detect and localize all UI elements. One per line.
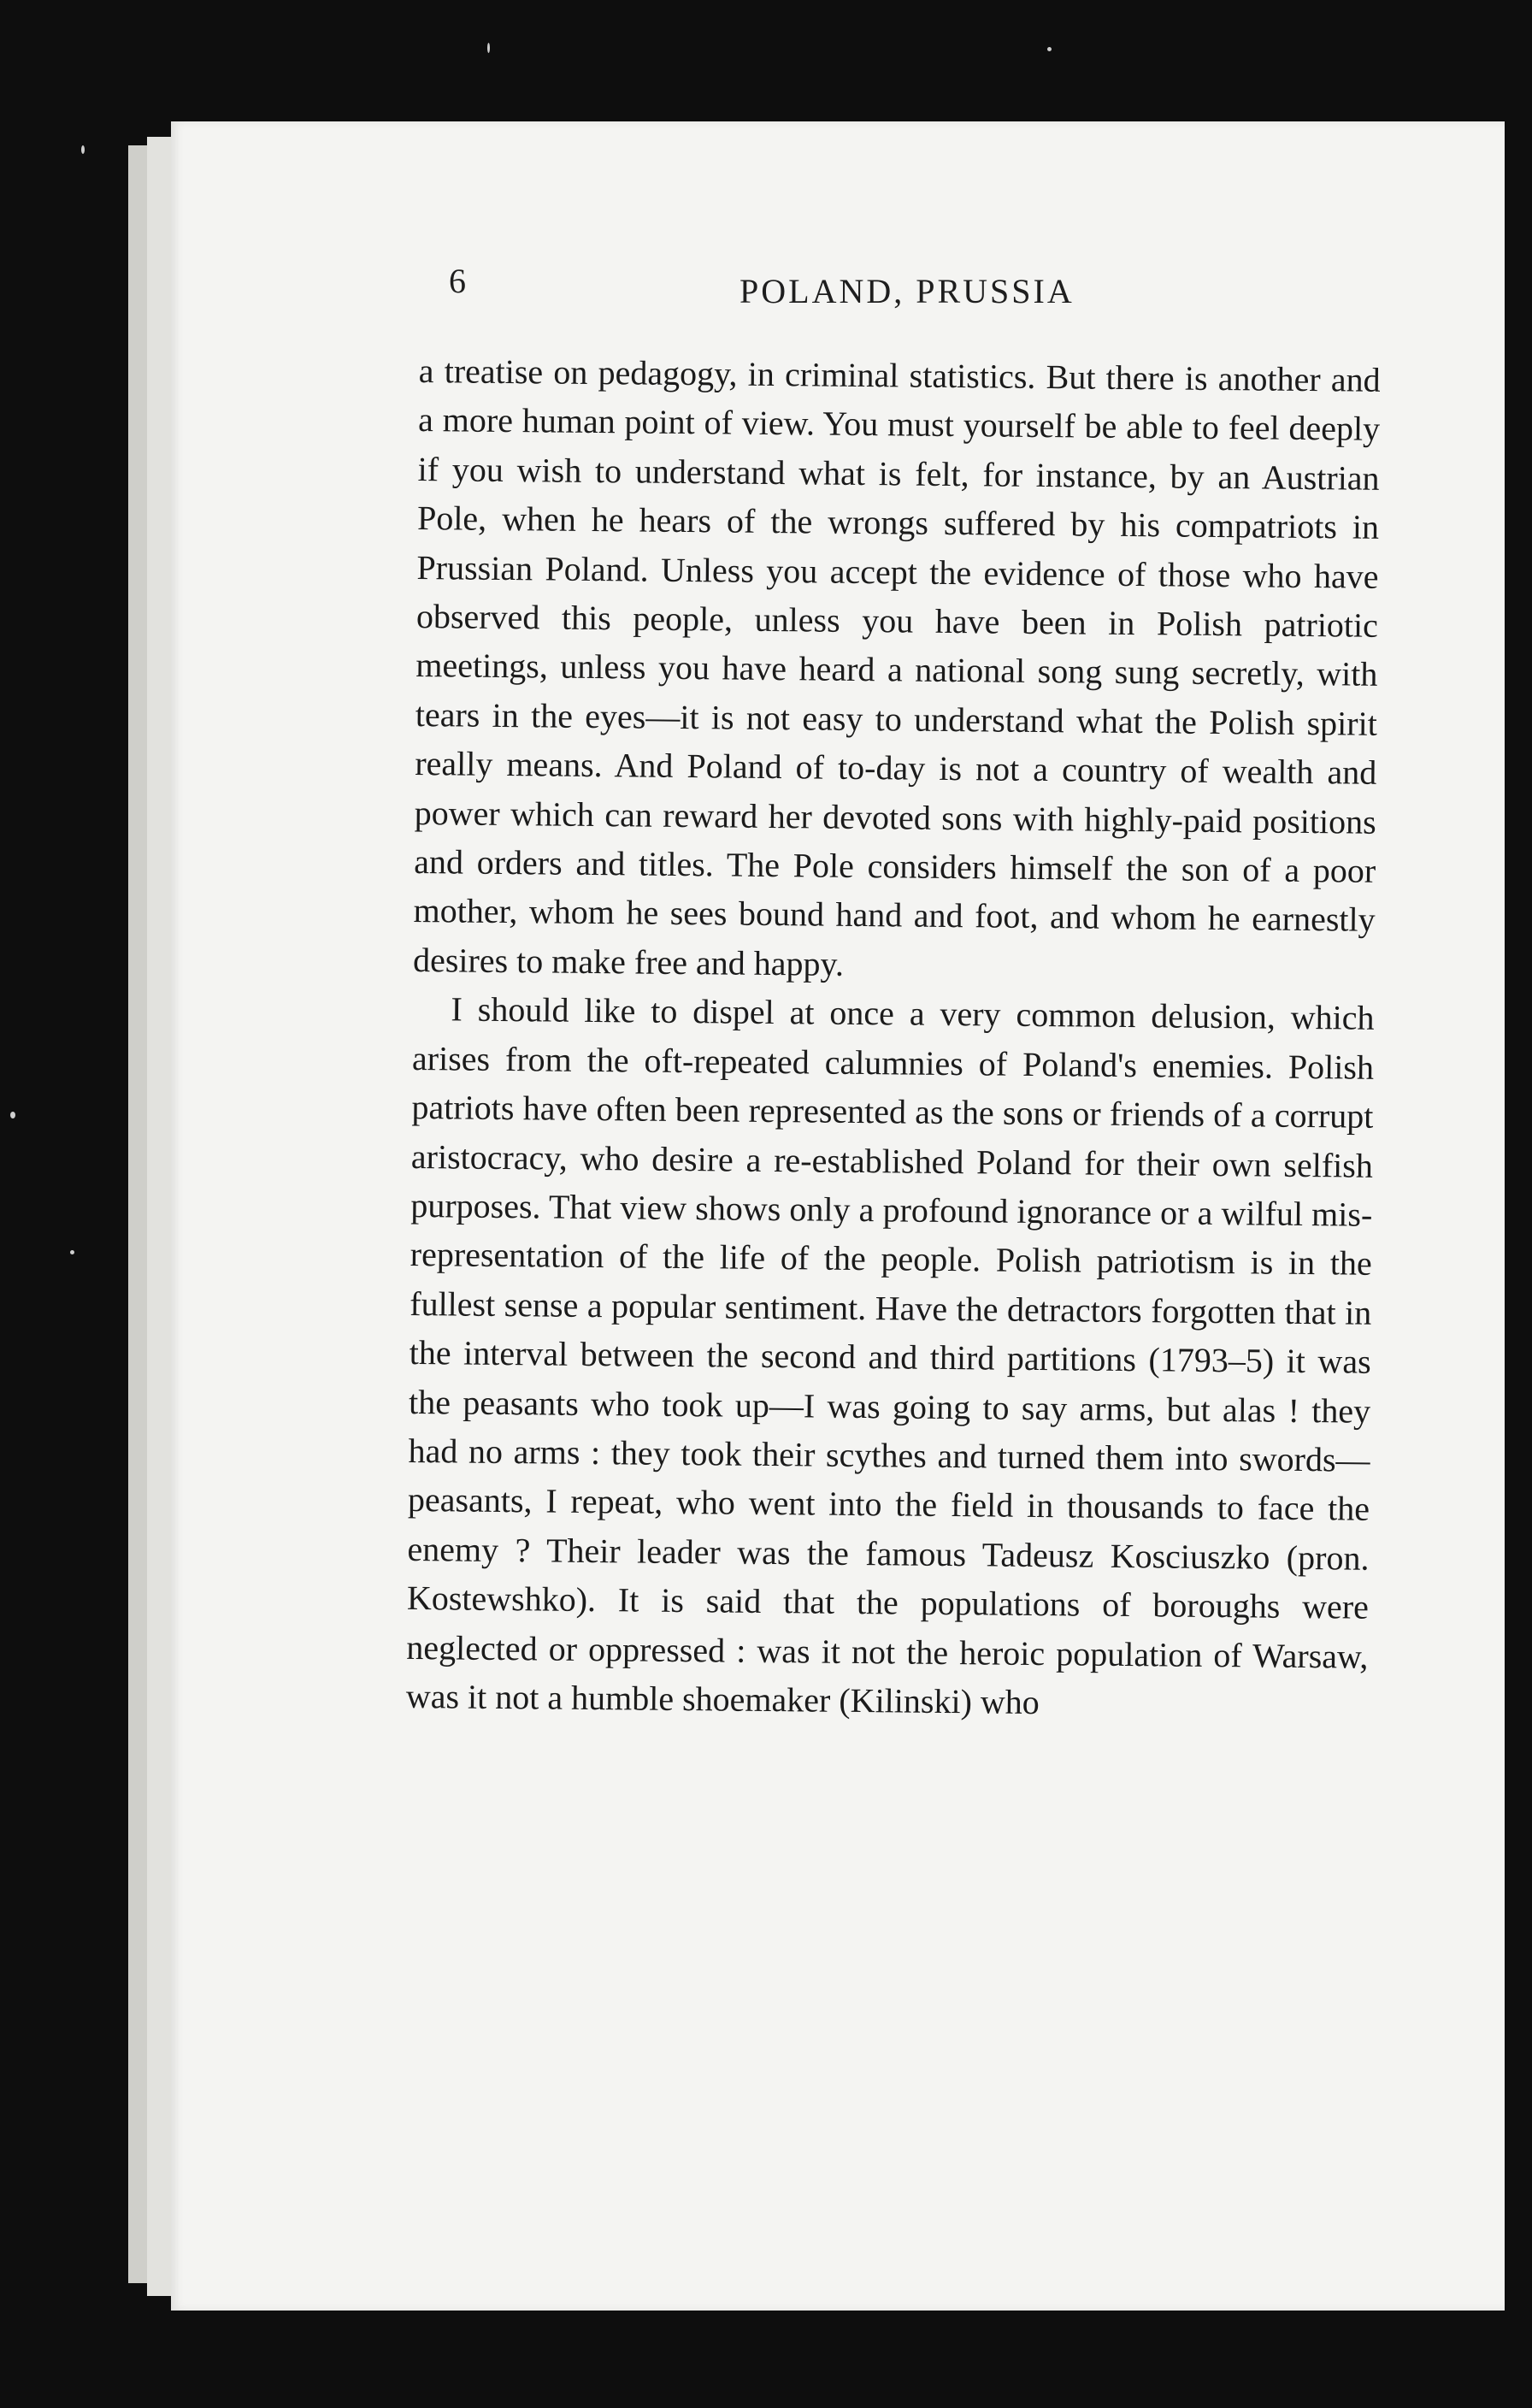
paragraph: I should like to dispel at once a very common delusion, which arises from the oft-repeated calumnies of Poland's enemies. Polish patriots have often been represented as the sons or friends of a corrupt aristocracy, who desire a re-established Poland for their own selfish purposes. That view shows only a profound ignorance or a wilful mis-representation of the life of the people. Polish patriotism is in the fullest sense a popular sentiment. Have the detractors forgotten that in the interval between the second and third partitions (1793–5) it was the peasants who took up—I was going to say arms, but alas ! they had no arms : they took their scythes and turned them into swords—peasants, I repeat, who went into the field in thousands to face the enemy ? Their leader was the famous Tadeusz Kosciuszko (pron. Kostewshko). It is said that the populations of boroughs were neglected or oppressed : was it not the heroic population of Warsaw, was it not a humble shoemaker (Kilinski) who: [405, 989, 1375, 1722]
page-edge: [147, 137, 173, 2296]
dust-speck: [81, 145, 85, 154]
page-header: [449, 261, 1372, 329]
dust-speck: [70, 1250, 74, 1254]
running-head: POLAND, PRUSSIA: [739, 272, 1075, 310]
dust-speck: [10, 1112, 15, 1118]
page-number: 6: [449, 262, 466, 300]
dust-speck: [487, 43, 490, 53]
body-text: [406, 346, 1381, 1730]
paragraph: a treatise on pedagogy, in criminal statistics. But there is another and a more human point of view. You must yourself be able to feel deeply if you wish to understand what is felt, for instance, by an Austrian Pole, when he hears of the wrongs suffered by his compatriots in Prussian Poland. Unless you accept the evidence of those who have observed this people, unless you have been in Polish patriotic meetings, unless you have heard a national song sung secretly, with tears in the eyes—it is not easy to understand what the Polish spirit really means. And Poland of to-day is not a country of wealth and power which can reward her devoted sons with highly-paid positions and orders and titles. The Pole considers himself the son of a poor mother, whom he sees bound hand and foot, and whom he earnestly desires to make free and happy.: [412, 351, 1381, 983]
dust-speck: [1047, 47, 1052, 51]
